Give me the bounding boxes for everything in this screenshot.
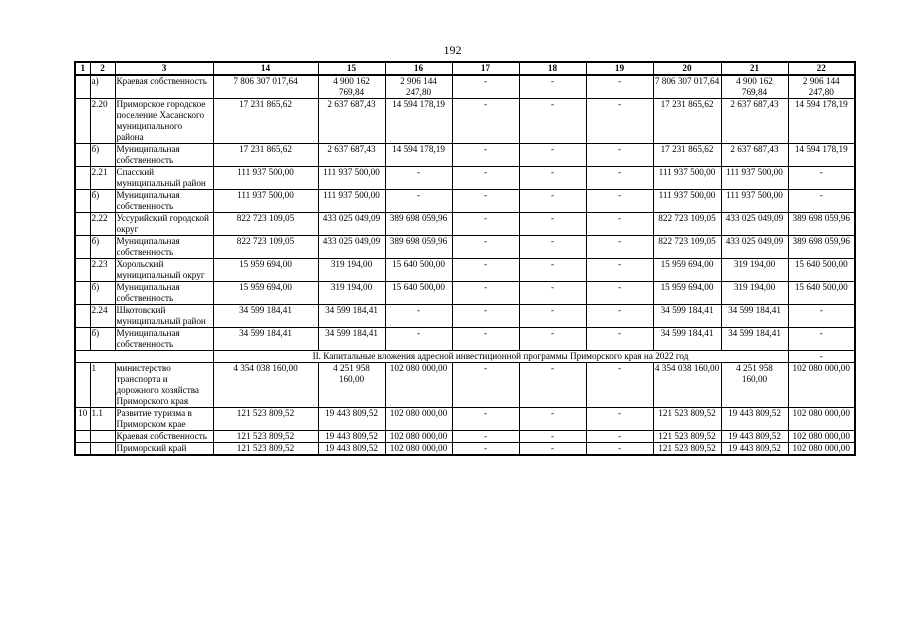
section-title: II. Капитальные вложения адресной инвестиционной программы Приморского края на 2022 год (213, 351, 788, 363)
table-cell: б) (90, 328, 115, 351)
table-cell: Муниципальная собственность (115, 144, 213, 167)
table-cell (75, 363, 90, 408)
table-cell: - (385, 328, 452, 351)
table-cell: - (586, 305, 653, 328)
table-row (75, 167, 855, 190)
table-cell: - (519, 305, 586, 328)
table-cell: 4 900 162 769,84 (318, 75, 385, 99)
table-cell: 102 080 000,00 (385, 431, 452, 443)
page-number: 192 (443, 43, 462, 57)
table-cell: - (452, 328, 519, 351)
table-cell (75, 443, 90, 456)
table-cell: - (519, 282, 586, 305)
table-cell: 2 637 687,43 (721, 144, 788, 167)
table-cell: 14 594 178,19 (385, 144, 452, 167)
table-cell: 7 806 307 017,64 (213, 75, 318, 99)
table-cell: 34 599 184,41 (213, 305, 318, 328)
table-cell: - (452, 75, 519, 99)
table-cell: 4 251 958 160,00 (318, 363, 385, 408)
section-row (75, 351, 855, 363)
table-cell: 433 025 049,09 (318, 213, 385, 236)
table-cell: - (452, 99, 519, 144)
table-cell (75, 282, 90, 305)
column-header: 18 (519, 62, 586, 75)
table-cell: б) (90, 282, 115, 305)
table-cell: - (788, 190, 855, 213)
column-header: 16 (385, 62, 452, 75)
table-cell: 19 443 809,52 (721, 408, 788, 431)
table-row (75, 236, 855, 259)
table-cell: - (586, 363, 653, 408)
column-header: 22 (788, 62, 855, 75)
table-cell: Муниципальная собственность (115, 236, 213, 259)
table-cell: - (586, 328, 653, 351)
table-row (75, 144, 855, 167)
table-cell (90, 443, 115, 456)
table-cell: 2.23 (90, 259, 115, 282)
table-cell: 14 594 178,19 (788, 99, 855, 144)
table-cell: - (452, 408, 519, 431)
table-cell (75, 190, 90, 213)
header-row (75, 62, 855, 75)
table-cell: б) (90, 236, 115, 259)
table-cell: 121 523 809,52 (653, 431, 721, 443)
table-cell (75, 305, 90, 328)
table-cell: - (519, 259, 586, 282)
table-cell: - (452, 190, 519, 213)
table-cell: - (519, 99, 586, 144)
table-cell: 15 959 694,00 (213, 259, 318, 282)
table-cell: 19 443 809,52 (318, 408, 385, 431)
table-row (75, 213, 855, 236)
table-cell: а) (90, 75, 115, 99)
table-cell: Муниципальная собственность (115, 190, 213, 213)
table-cell: - (586, 236, 653, 259)
table-cell (75, 167, 90, 190)
table-cell: 4 354 038 160,00 (653, 363, 721, 408)
table-row (75, 363, 855, 408)
table-cell: Муниципальная собственность (115, 328, 213, 351)
table-cell: - (452, 363, 519, 408)
table-cell: б) (90, 144, 115, 167)
table-cell: 2.22 (90, 213, 115, 236)
table-cell: 15 640 500,00 (385, 259, 452, 282)
table-cell: - (586, 190, 653, 213)
table-cell: - (519, 213, 586, 236)
table-row (75, 305, 855, 328)
table-cell: 34 599 184,41 (653, 305, 721, 328)
table-cell: - (452, 443, 519, 456)
table-cell: Развитие туризма в Приморском крае (115, 408, 213, 431)
table-cell: - (519, 328, 586, 351)
table-cell: - (788, 328, 855, 351)
table-cell: 4 900 162 769,84 (721, 75, 788, 99)
column-header: 15 (318, 62, 385, 75)
table-cell: 2 906 144 247,80 (788, 75, 855, 99)
table-cell: - (452, 213, 519, 236)
table-cell: 102 080 000,00 (788, 363, 855, 408)
table-cell: 34 599 184,41 (318, 305, 385, 328)
table-row (75, 282, 855, 305)
table-cell (75, 259, 90, 282)
table-cell (75, 75, 90, 99)
table-cell: 2 637 687,43 (318, 99, 385, 144)
table-cell: 19 443 809,52 (721, 443, 788, 456)
table-cell: Шкотовский муниципальный район (115, 305, 213, 328)
column-header: 19 (586, 62, 653, 75)
table-cell: 2 637 687,43 (318, 144, 385, 167)
table-cell: 111 937 500,00 (318, 167, 385, 190)
table-cell: 319 194,00 (318, 282, 385, 305)
table-cell: 102 080 000,00 (788, 408, 855, 431)
table-cell: - (452, 167, 519, 190)
table-cell: 19 443 809,52 (318, 431, 385, 443)
table-cell: 2 637 687,43 (721, 99, 788, 144)
table-cell: Муниципальная собственность (115, 282, 213, 305)
table-cell: 111 937 500,00 (721, 190, 788, 213)
table-cell: 111 937 500,00 (653, 167, 721, 190)
table-cell: - (788, 305, 855, 328)
column-header: 3 (115, 62, 213, 75)
table-cell (75, 213, 90, 236)
table-cell: - (586, 167, 653, 190)
budget-table (74, 61, 856, 456)
table-cell (75, 351, 213, 363)
table-cell: 822 723 109,05 (653, 236, 721, 259)
table-row (75, 431, 855, 443)
table-cell: 4 354 038 160,00 (213, 363, 318, 408)
table-cell: - (452, 305, 519, 328)
table-cell: - (385, 167, 452, 190)
table-cell: 319 194,00 (721, 259, 788, 282)
table-cell: 319 194,00 (721, 282, 788, 305)
table-cell: 121 523 809,52 (213, 408, 318, 431)
table-cell: - (586, 259, 653, 282)
table-cell: - (452, 144, 519, 167)
table-cell: - (586, 408, 653, 431)
column-header: 2 (90, 62, 115, 75)
table-cell: - (519, 363, 586, 408)
table-cell: 319 194,00 (318, 259, 385, 282)
column-header: 1 (75, 62, 90, 75)
table-cell: - (788, 351, 855, 363)
table-cell (90, 431, 115, 443)
table-cell: - (452, 236, 519, 259)
table-cell: 14 594 178,19 (385, 99, 452, 144)
table-cell: 10 (75, 408, 90, 431)
table-cell: 121 523 809,52 (213, 443, 318, 456)
table-cell: 15 959 694,00 (653, 259, 721, 282)
table-cell: 1 (90, 363, 115, 408)
table-cell: - (519, 431, 586, 443)
table-cell: - (452, 282, 519, 305)
table-cell (75, 144, 90, 167)
table-cell: 2 906 144 247,80 (385, 75, 452, 99)
table-row (75, 190, 855, 213)
table-cell: - (586, 431, 653, 443)
table-cell: 15 640 500,00 (385, 282, 452, 305)
table-cell: - (452, 431, 519, 443)
table-cell: министерство транспорта и дорожного хозяйства Приморского края (115, 363, 213, 408)
column-header: 21 (721, 62, 788, 75)
table-cell: - (452, 259, 519, 282)
column-header: 14 (213, 62, 318, 75)
table-cell: 822 723 109,05 (653, 213, 721, 236)
table-cell: - (586, 213, 653, 236)
table-cell: - (586, 282, 653, 305)
table-cell: 389 698 059,96 (788, 213, 855, 236)
table-cell: Приморское городское поселение Хасанского муниципального района (115, 99, 213, 144)
table-cell: - (586, 144, 653, 167)
table-cell: - (519, 236, 586, 259)
table-cell: 15 959 694,00 (653, 282, 721, 305)
table-cell: - (586, 443, 653, 456)
table-cell: 121 523 809,52 (653, 408, 721, 431)
table-cell: - (385, 190, 452, 213)
table-cell: 15 640 500,00 (788, 282, 855, 305)
table-cell: 102 080 000,00 (788, 443, 855, 456)
table-cell: 822 723 109,05 (213, 213, 318, 236)
table-cell: 102 080 000,00 (385, 408, 452, 431)
table-cell (75, 99, 90, 144)
table-cell: 4 251 958 160,00 (721, 363, 788, 408)
table-cell: 19 443 809,52 (721, 431, 788, 443)
table-cell: Краевая собственность (115, 431, 213, 443)
table-cell: 433 025 049,09 (318, 236, 385, 259)
table-cell: Краевая собственность (115, 75, 213, 99)
table-cell: 17 231 865,62 (213, 99, 318, 144)
table-cell (75, 328, 90, 351)
table-cell: - (519, 190, 586, 213)
table-cell: 19 443 809,52 (318, 443, 385, 456)
table-row (75, 443, 855, 456)
table-cell: 34 599 184,41 (318, 328, 385, 351)
table-cell: 2.20 (90, 99, 115, 144)
table-cell: 34 599 184,41 (721, 305, 788, 328)
table-cell: 102 080 000,00 (385, 363, 452, 408)
table-cell: 121 523 809,52 (653, 443, 721, 456)
table-cell: 111 937 500,00 (721, 167, 788, 190)
table-cell: - (519, 167, 586, 190)
table-cell: 102 080 000,00 (788, 431, 855, 443)
table-cell: 121 523 809,52 (213, 431, 318, 443)
table-cell: 1.1 (90, 408, 115, 431)
table-cell: 111 937 500,00 (213, 167, 318, 190)
table-cell: - (586, 75, 653, 99)
table-cell: 14 594 178,19 (788, 144, 855, 167)
column-header: 17 (452, 62, 519, 75)
table-cell: 822 723 109,05 (213, 236, 318, 259)
table-cell: Приморский край (115, 443, 213, 456)
table-cell: 7 806 307 017,64 (653, 75, 721, 99)
table-cell: 433 025 049,09 (721, 236, 788, 259)
table-cell: 433 025 049,09 (721, 213, 788, 236)
table-cell: 34 599 184,41 (213, 328, 318, 351)
table-cell (75, 431, 90, 443)
table-cell: 111 937 500,00 (653, 190, 721, 213)
table-cell: 17 231 865,62 (653, 144, 721, 167)
table-cell: 389 698 059,96 (385, 236, 452, 259)
table-cell: 17 231 865,62 (653, 99, 721, 144)
table-cell: 2.21 (90, 167, 115, 190)
table-row (75, 75, 855, 99)
table-cell: Хорольский муниципальный округ (115, 259, 213, 282)
table-cell: 34 599 184,41 (653, 328, 721, 351)
table-cell: - (519, 75, 586, 99)
table-cell: 17 231 865,62 (213, 144, 318, 167)
table-cell: - (519, 144, 586, 167)
table-cell (75, 236, 90, 259)
table-cell: - (519, 443, 586, 456)
table-row (75, 99, 855, 144)
table-cell: 111 937 500,00 (318, 190, 385, 213)
table-cell: 2.24 (90, 305, 115, 328)
table-cell: 34 599 184,41 (721, 328, 788, 351)
table-cell: - (519, 408, 586, 431)
table-row (75, 328, 855, 351)
column-header: 20 (653, 62, 721, 75)
table-cell: 15 640 500,00 (788, 259, 855, 282)
table-cell: - (788, 167, 855, 190)
table-cell: - (385, 305, 452, 328)
table-cell: 102 080 000,00 (385, 443, 452, 456)
table-row (75, 408, 855, 431)
table-cell: б) (90, 190, 115, 213)
table-cell: - (586, 99, 653, 144)
table-cell: Уссурийский городской округ (115, 213, 213, 236)
table-cell: 111 937 500,00 (213, 190, 318, 213)
table-cell: Спасский муниципальный район (115, 167, 213, 190)
table-cell: 389 698 059,96 (385, 213, 452, 236)
table-cell: 15 959 694,00 (213, 282, 318, 305)
table-row (75, 259, 855, 282)
table-cell: 389 698 059,96 (788, 236, 855, 259)
